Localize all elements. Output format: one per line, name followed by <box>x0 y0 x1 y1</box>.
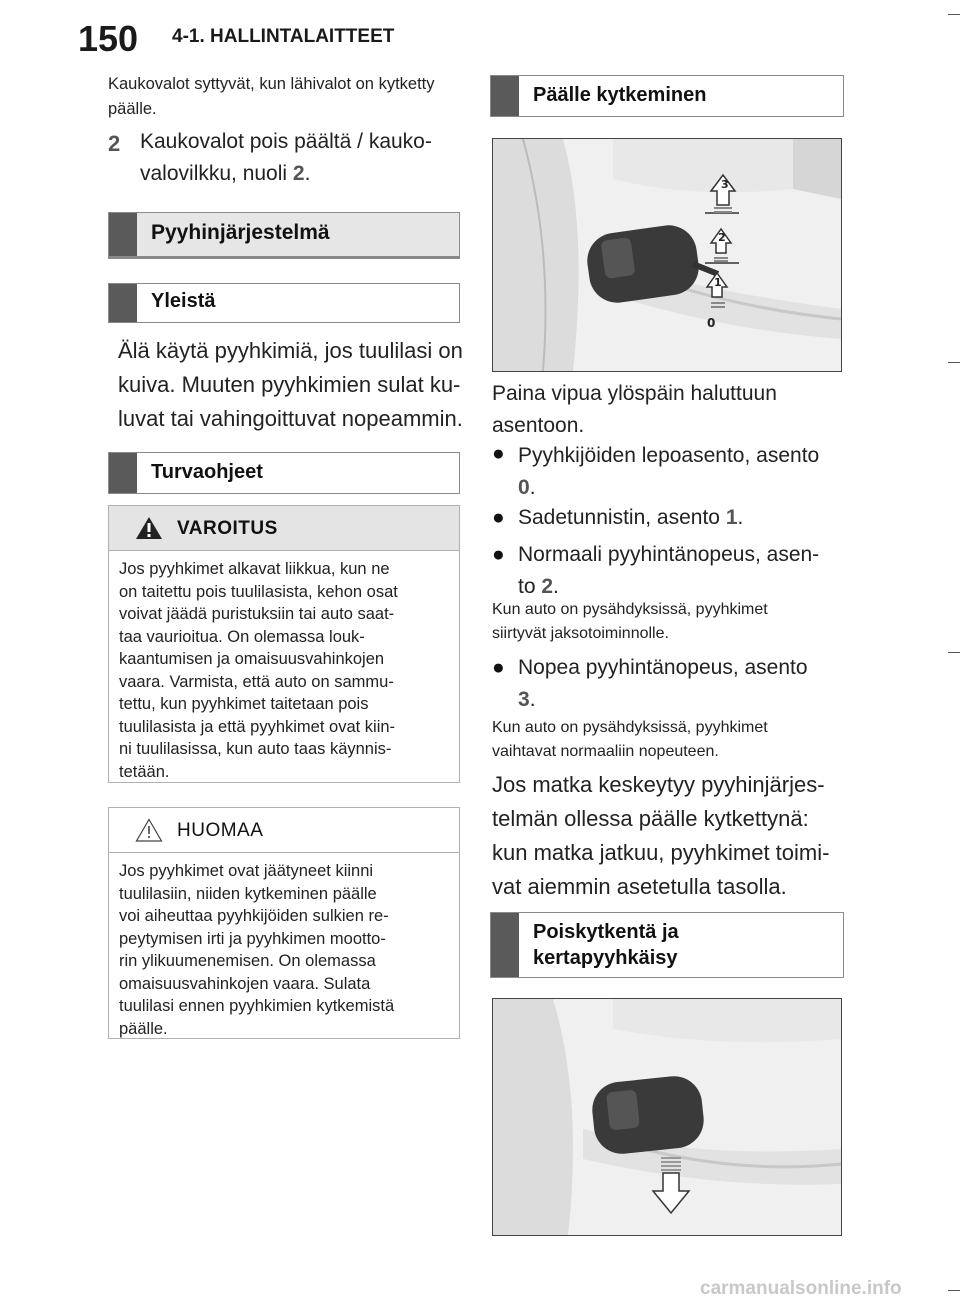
page-number: 150 <box>78 18 139 59</box>
item-text: Kaukovalot pois päältä / kauko- valovilkku, nuoli 2. <box>140 130 432 185</box>
caution-icon <box>135 818 163 842</box>
notice-title: HUOMAA <box>177 820 264 841</box>
bullet-text: Pyyhkijöiden lepoasento, asento 0. <box>518 444 820 499</box>
position-label: 1 <box>714 276 722 289</box>
press-instruction: Paina vipua ylöspäin haluttuun asentoon. <box>492 382 777 437</box>
wiper-lever-off-figure <box>492 998 842 1236</box>
bullet-text: Normaali pyyhintänopeus, asen- to 2. <box>518 543 820 598</box>
chapter-title: 4-1. HALLINTALAITTEET <box>172 26 395 47</box>
bullet-text: Nopea pyyhintänopeus, asento 3. <box>518 656 808 711</box>
warning-title: VAROITUS <box>177 518 278 539</box>
position-label: 3 <box>721 178 729 191</box>
resume-text: Jos matka keskeytyy pyyhinjärjes- telmän ollessa päälle kytkettynä: kun matka jatkuu, pyyhkimet toimi- vat aiemmin asetetulla tasolla. <box>492 772 830 899</box>
edge-mark <box>948 1290 960 1291</box>
position-label: 0 <box>707 316 716 330</box>
subsection-header: Päälle kytkeminen <box>490 75 844 117</box>
notice-text: Jos pyyhkimet ovat jäätyneet kiinni tuulilasiin, niiden kytkeminen päälle voi aiheuttaa pyyhkijöiden sulkien re- peytymisen irti ja pyyhkimen mootto- rin ylikuumenemisen. On olemassa omaisuusvahinkojen vaara. Sulata tuulilasi ennen pyyhkimien kytkemistä päälle. <box>119 862 395 1038</box>
subsection-header: Turvaohjeet <box>108 452 460 494</box>
wiper-lever-figure <box>492 138 842 372</box>
note-text: Kun auto on pysähdyksissä, pyyhkimet siirtyvät jaksotoiminnolle. <box>492 601 768 642</box>
section-rule <box>108 257 460 259</box>
bullet-icon: ● <box>492 543 505 566</box>
edge-mark <box>948 14 960 15</box>
warning-icon <box>135 516 163 540</box>
edge-mark <box>948 362 960 363</box>
note-text: Kun auto on pysähdyksissä, pyyhkimet vaihtavat normaaliin nopeuteen. <box>492 719 768 760</box>
general-text: Älä käytä pyyhkimiä, jos tuulilasi on kuiva. Muuten pyyhkimien sulat ku- luvat tai vahingoittuvat nopeammin. <box>118 338 463 431</box>
watermark: carmanualsonline.info <box>700 1278 902 1299</box>
position-label: 2 <box>718 231 726 244</box>
warning-text: Jos pyyhkimet alkavat liikkua, kun ne on taitettu pois tuulilasista, kehon osat voivat jäädä puristuksiin tai auto saat- taa vaurioitua. On olemassa louk- kaantumisen ja omaisuusvahinkojen vaara. Varmista, että auto on sammu- tettu, kun pyyhkimet taitetaan pois tuulilasista ja että pyyhkimet ovat kiin- ni tuulilasissa, kun auto taas käynnis- tetään. <box>119 560 398 781</box>
warning-box <box>108 505 460 783</box>
subsection-header: Poiskytkentä ja kertapyyhkäisy <box>490 912 844 978</box>
section-header: Pyyhinjärjestelmä <box>108 212 460 257</box>
bullet-text: Sadetunnistin, asento 1. <box>518 506 744 529</box>
item-number: 2 <box>108 131 121 156</box>
edge-mark <box>948 652 960 653</box>
intro-text: Kaukovalot syttyvät, kun lähivalot on kytketty päälle. <box>108 75 435 118</box>
bullet-icon: ● <box>492 656 505 679</box>
subsection-header: Yleistä <box>108 283 460 323</box>
notice-box <box>108 807 460 1039</box>
bullet-icon: ● <box>492 506 505 529</box>
bullet-icon: ● <box>492 442 505 465</box>
